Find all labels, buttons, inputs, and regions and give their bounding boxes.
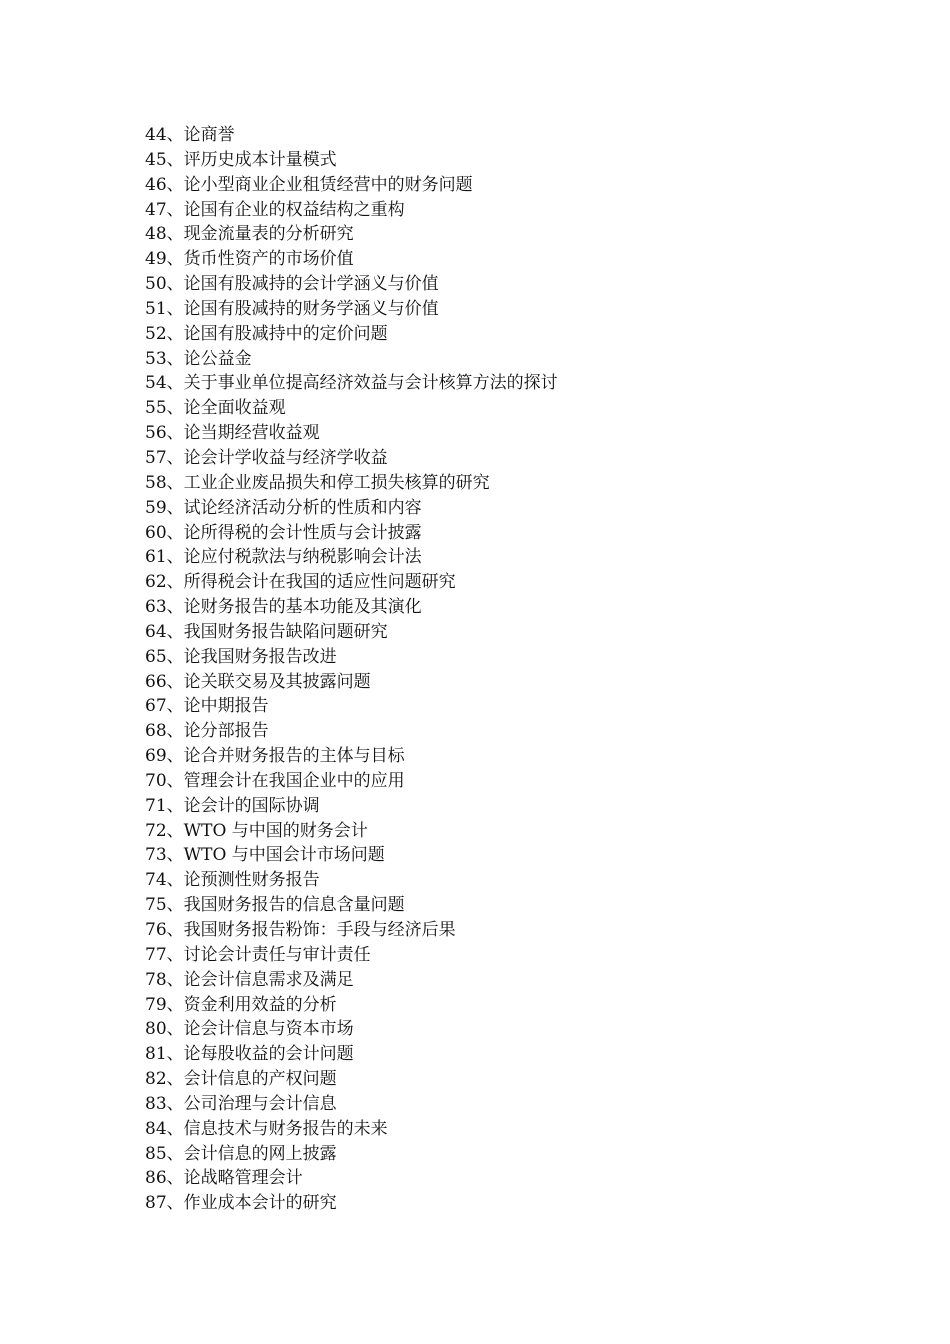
list-item: 68、论分部报告 xyxy=(145,721,269,742)
list-item: 78、论会计信息需求及满足 xyxy=(145,969,354,990)
list-item: 65、论我国财务报告改进 xyxy=(145,646,337,667)
list-item: 66、论关联交易及其披露问题 xyxy=(145,671,371,692)
list-item: 85、会计信息的网上披露 xyxy=(145,1143,337,1164)
list-item: 79、资金利用效益的分析 xyxy=(145,994,337,1015)
list-item: 56、论当期经营收益观 xyxy=(145,423,320,444)
list-item: 48、现金流量表的分析研究 xyxy=(145,224,354,245)
list-item: 72、WTO 与中国的财务会计 xyxy=(145,820,368,841)
list-item: 52、论国有股减持中的定价问题 xyxy=(145,323,388,344)
list-item: 50、论国有股减持的会计学涵义与价值 xyxy=(145,274,439,295)
list-item: 76、我国财务报告粉饰：手段与经济后果 xyxy=(145,920,456,940)
list-item: 54、关于事业单位提高经济效益与会计核算方法的探讨 xyxy=(145,373,558,394)
list-item: 63、论财务报告的基本功能及其演化 xyxy=(145,597,422,618)
list-item: 69、论合并财务报告的主体与目标 xyxy=(145,746,405,767)
list-item: 75、我国财务报告的信息含量问题 xyxy=(145,895,405,916)
list-item: 45、评历史成本计量模式 xyxy=(145,149,337,170)
list-item: 53、论公益金 xyxy=(145,348,252,369)
list-item: 71、论会计的国际协调 xyxy=(145,795,320,816)
topic-list xyxy=(145,123,558,1216)
list-item: 61、论应付税款法与纳税影响会计法 xyxy=(145,547,422,568)
list-item: 62、所得税会计在我国的适应性问题研究 xyxy=(145,572,456,593)
list-item: 86、论战略管理会计 xyxy=(145,1168,303,1189)
list-item: 58、工业企业废品损失和停工损失核算的研究 xyxy=(145,472,490,493)
list-item: 70、管理会计在我国企业中的应用 xyxy=(145,770,405,791)
list-item: 84、信息技术与财务报告的未来 xyxy=(145,1118,388,1139)
list-item: 64、我国财务报告缺陷问题研究 xyxy=(145,621,388,642)
list-item: 60、论所得税的会计性质与会计披露 xyxy=(145,522,422,543)
list-item: 74、论预测性财务报告 xyxy=(145,870,320,891)
list-item: 83、公司治理与会计信息 xyxy=(145,1093,337,1114)
list-item: 81、论每股收益的会计问题 xyxy=(145,1044,354,1065)
list-item: 80、论会计信息与资本市场 xyxy=(145,1019,354,1040)
list-item: 59、试论经济活动分析的性质和内容 xyxy=(145,497,422,518)
list-item: 77、讨论会计责任与审计责任 xyxy=(145,944,371,965)
list-item: 55、论全面收益观 xyxy=(145,398,286,419)
list-item: 44、论商誉 xyxy=(145,125,235,145)
list-item: 47、论国有企业的权益结构之重构 xyxy=(145,199,405,220)
list-item: 51、论国有股减持的财务学涵义与价值 xyxy=(145,298,439,319)
list-item: 73、WTO 与中国会计市场问题 xyxy=(145,845,385,866)
list-item: 46、论小型商业企业租赁经营中的财务问题 xyxy=(145,174,473,195)
list-item: 87、作业成本会计的研究 xyxy=(145,1193,337,1214)
list-item: 57、论会计学收益与经济学收益 xyxy=(145,447,388,468)
list-item: 82、会计信息的产权问题 xyxy=(145,1069,337,1090)
list-item: 67、论中期报告 xyxy=(145,696,269,717)
list-item: 49、货币性资产的市场价值 xyxy=(145,249,354,270)
